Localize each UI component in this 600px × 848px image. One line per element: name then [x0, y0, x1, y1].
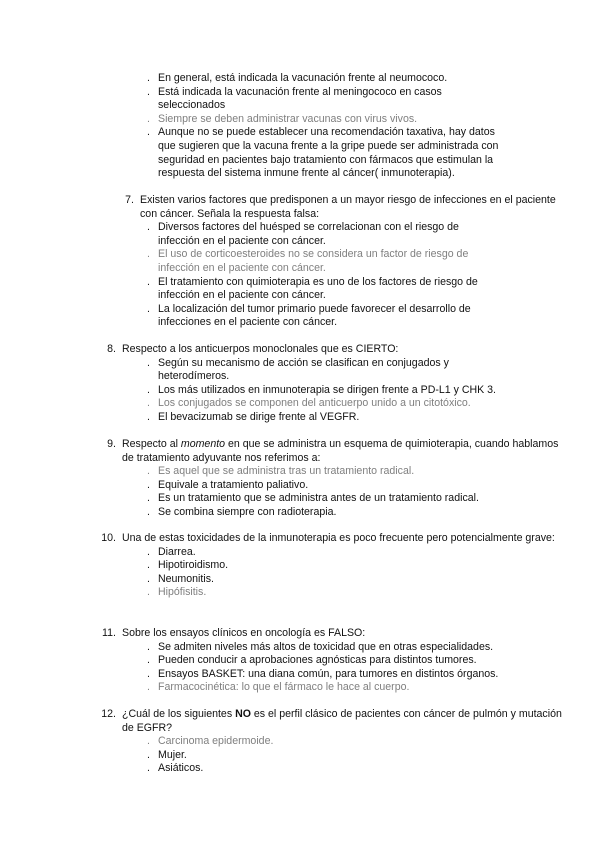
- answer-option[interactable]: . Equivale a tratamiento paliativo.: [147, 478, 309, 491]
- bullet: .: [147, 302, 150, 315]
- answer-option[interactable]: . Farmacocinética: lo que el fármaco le hace al cuerpo.: [147, 681, 410, 694]
- question-number: 8.: [107, 343, 116, 355]
- answer-option[interactable]: . Hipotiroidismo.: [147, 559, 229, 572]
- answer-option[interactable]: . Está indicada la vacunación frente al meningococo en casos seleccionados: [147, 85, 442, 112]
- question-text: 10. Una de estas toxicidades de la inmunoterapia es poco frecuente pero potencialmente grave:: [0, 532, 562, 546]
- question-text: 11. Sobre los ensayos clínicos en oncología es FALSO:: [0, 627, 562, 641]
- bullet: .: [147, 681, 150, 694]
- bullet: .: [147, 465, 150, 478]
- bullet: .: [147, 275, 150, 288]
- question-12: [0, 708, 600, 776]
- answer-option[interactable]: . Siempre se deben administrar vacunas con virus vivos.: [147, 112, 418, 125]
- bullet: .: [147, 559, 150, 572]
- bullet: .: [147, 748, 150, 761]
- bullet: .: [147, 667, 150, 680]
- answer-option[interactable]: . Pueden conducir a aprobaciones agnósticas para distintos tumores.: [147, 654, 477, 667]
- emphasized-word: NO: [235, 708, 251, 720]
- bullet: .: [147, 492, 150, 505]
- question-10: [0, 532, 600, 600]
- bullet: .: [147, 586, 150, 599]
- question-number: 7.: [125, 194, 134, 206]
- answer-option[interactable]: . Los más utilizados en inmunoterapia se dirigen frente a PD-L1 y CHK 3.: [147, 383, 496, 396]
- answer-option[interactable]: . Los conjugados se componen del anticuerpo unido a un citotóxico.: [147, 397, 471, 410]
- bullet: .: [147, 545, 150, 558]
- bullet: .: [147, 85, 150, 98]
- bullet: .: [147, 72, 150, 84]
- bullet: .: [147, 397, 150, 410]
- answer-option[interactable]: . Diarrea.: [147, 545, 196, 558]
- bullet: .: [147, 248, 150, 261]
- answer-option[interactable]: . Aunque no se puede establecer una recomendación taxativa, hay datos que sugieren que la vacuna frente a la gripe puede ser administrada con seguridad en pacientes bajo tratamiento con fármacos que estimulan la respuesta del sistema inmune frente al cáncer( inmunoterapia).: [147, 126, 499, 180]
- answer-option[interactable]: . La localización del tumor primario puede favorecer el desarrollo de infecciones en el paciente con cáncer.: [147, 302, 471, 329]
- question-number: 9.: [107, 438, 116, 450]
- bullet: .: [147, 383, 150, 396]
- bullet: .: [147, 505, 150, 518]
- question-8: [0, 343, 600, 425]
- bullet: .: [147, 735, 150, 748]
- answer-option[interactable]: . El tratamiento con quimioterapia es uno de los factores de riesgo de infección en el paciente con cáncer.: [147, 275, 478, 302]
- answer-option[interactable]: . Se combina siempre con radioterapia.: [147, 505, 337, 518]
- answer-option[interactable]: . Diversos factores del huésped se correlacionan con el riesgo de infección en el paciente con cáncer.: [147, 221, 459, 247]
- bullet: .: [147, 640, 150, 653]
- emphasized-word: momento: [180, 438, 226, 450]
- question-number: 12.: [101, 708, 116, 720]
- bullet: .: [147, 654, 150, 667]
- answer-option[interactable]: . Ensayos BASKET: una diana común, para tumores en distintos órganos.: [147, 667, 499, 680]
- answer-option[interactable]: . Carcinoma epidermoide.: [147, 735, 274, 748]
- question-number: 11.: [102, 627, 116, 639]
- question-text: 7. Existen varios factores que predisponen a un mayor riesgo de infecciones en el paciente con cáncer. Señala la respuesta falsa:: [0, 194, 560, 221]
- question-7: [0, 194, 600, 330]
- answer-option[interactable]: . Neumonitis.: [147, 572, 214, 585]
- answer-option[interactable]: . En general, está indicada la vacunación frente al neumococo.: [147, 72, 448, 84]
- bullet: .: [147, 112, 150, 125]
- bullet: .: [147, 221, 150, 234]
- bullet: .: [147, 762, 150, 775]
- answer-option[interactable]: . El bevacizumab se dirige frente al VEGFR.: [147, 410, 360, 423]
- answer-option[interactable]: . Asiáticos.: [147, 762, 204, 775]
- answer-option[interactable]: . Mujer.: [147, 748, 187, 761]
- bullet: .: [147, 410, 150, 423]
- answer-option[interactable]: . Hipófisitis.: [147, 586, 207, 599]
- question-text: 8. Respecto a los anticuerpos monoclonales que es CIERTO:: [0, 343, 562, 357]
- question-11: [0, 627, 600, 695]
- answer-option[interactable]: . Se admiten niveles más altos de toxicidad que en otras especialidades.: [147, 640, 494, 653]
- answer-option[interactable]: . El uso de corticoesteroides no se considera un factor de riesgo de infección en el paciente con cáncer.: [147, 248, 469, 274]
- bullet: .: [147, 126, 150, 139]
- bullet: .: [147, 356, 150, 369]
- question-9: [0, 438, 600, 520]
- answer-option[interactable]: . Es un tratamiento que se administra antes de un tratamiento radical.: [147, 492, 479, 505]
- question-number: 10.: [101, 532, 116, 544]
- question-6-options: [0, 72, 600, 181]
- bullet: .: [147, 572, 150, 585]
- answer-option[interactable]: . Según su mecanismo de acción se clasifican en conjugados y heterodímeros.: [147, 356, 449, 383]
- question-text: 9. Respecto al momento en que se administra un esquema de quimioterapia, cuando hablamos de tratamiento adyuvante nos referimos a:: [0, 438, 562, 465]
- question-text: 12. ¿Cuál de los siguientes NO es el perfil clásico de pacientes con cáncer de pulmón y mutación de EGFR?: [0, 708, 562, 735]
- answer-option[interactable]: . Es aquel que se administra tras un tratamiento radical.: [147, 465, 415, 478]
- bullet: .: [147, 478, 150, 491]
